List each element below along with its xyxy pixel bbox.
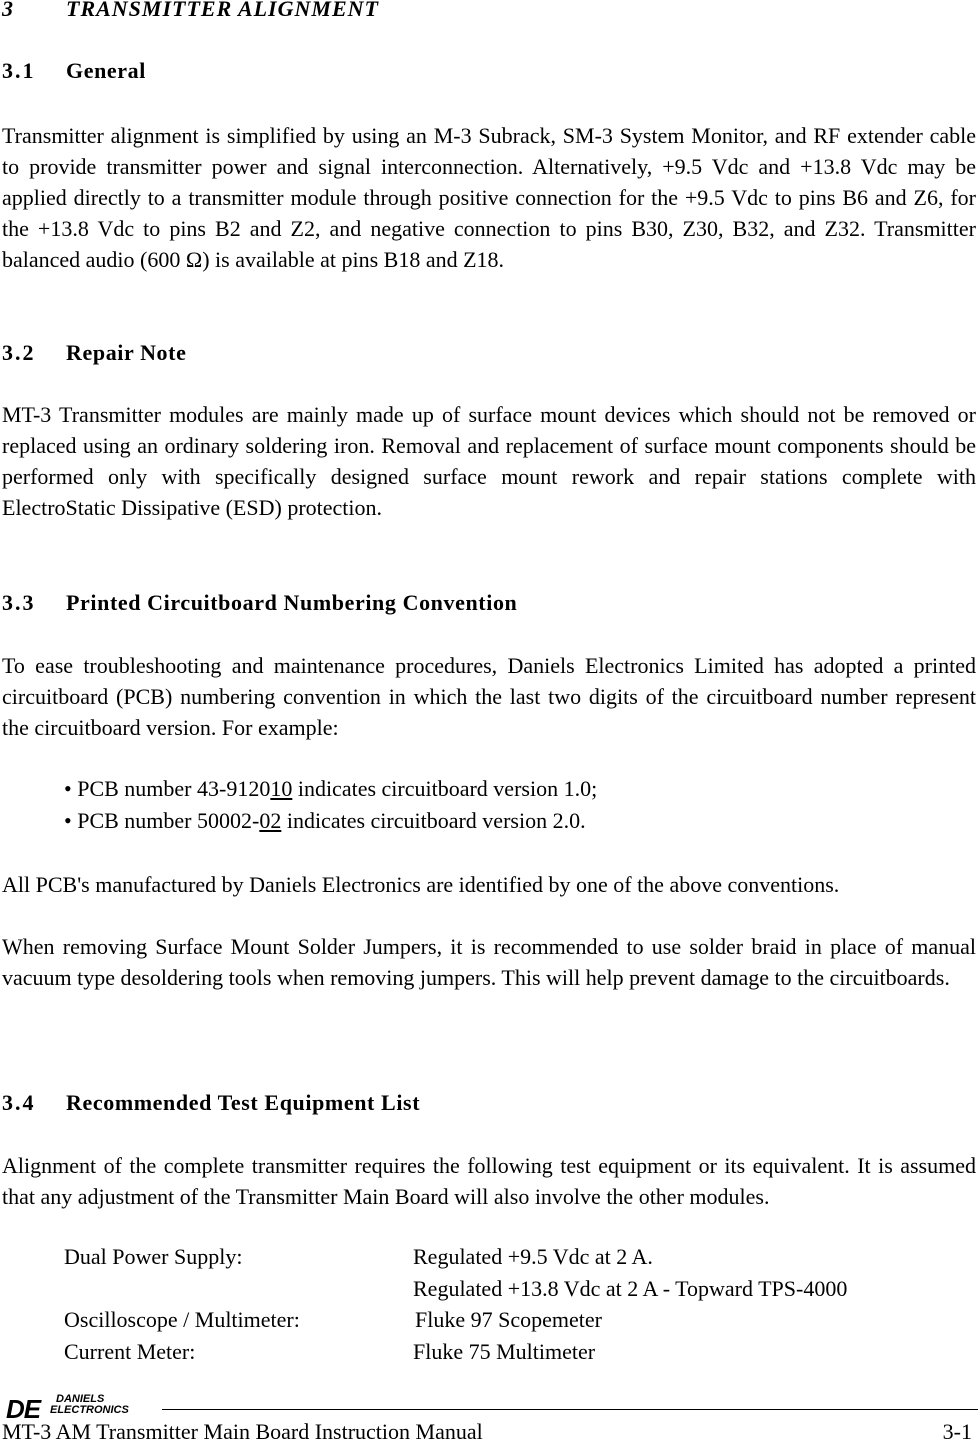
equipment-value: Fluke 75 Multimeter bbox=[413, 1339, 596, 1364]
example-text: • PCB number 43-9120 bbox=[64, 776, 271, 801]
section-heading-general bbox=[2, 58, 146, 84]
example-text: • PCB number 50002- bbox=[64, 808, 260, 833]
chapter-heading bbox=[2, 0, 379, 22]
footer-divider bbox=[162, 1409, 978, 1410]
equipment-value: Regulated +9.5 Vdc at 2 A. bbox=[413, 1244, 653, 1269]
equipment-label: Dual Power Supply: bbox=[64, 1244, 243, 1269]
equipment-label: Oscilloscope / Multimeter: bbox=[64, 1307, 300, 1332]
test-equipment-paragraph: Alignment of the complete transmitter requires the following test equipment or its equivalent. It is assumed that any adjustment of the Transmitter Main Board will also involve the other modules. bbox=[2, 1153, 976, 1209]
logo-mark: DE bbox=[6, 1394, 41, 1424]
section-title: Repair Note bbox=[66, 340, 187, 365]
section-number: 3.2 bbox=[2, 340, 36, 365]
section-number: 3.1 bbox=[2, 58, 36, 83]
chapter-number: 3 bbox=[2, 0, 14, 21]
section-heading-test-equipment bbox=[2, 1090, 420, 1116]
pcb-example-1 bbox=[64, 776, 597, 802]
example-text: indicates circuitboard version 1.0; bbox=[292, 776, 598, 801]
version-digits: 10 bbox=[270, 776, 293, 801]
logo-line2: ELECTRONICS bbox=[50, 1404, 129, 1416]
solder-jumpers-paragraph: When removing Surface Mount Solder Jumpers, it is recommended to use solder braid in place of manual vacuum type desoldering tools when removing jumpers. This will help prevent damage to the circuitboards. bbox=[2, 934, 976, 990]
section-title: Recommended Test Equipment List bbox=[66, 1090, 421, 1115]
page-number: 3-1 bbox=[942, 1419, 972, 1444]
section-number: 3.4 bbox=[2, 1090, 36, 1115]
pcb-numbering-paragraph: To ease troubleshooting and maintenance procedures, Daniels Electronics Limited has adopted a printed circuitboard (PCB) numbering convention in which the last two digits of the circuitboard number represent the circuitboard version. For example: bbox=[2, 653, 976, 740]
manual-title: MT-3 AM Transmitter Main Board Instruction Manual bbox=[2, 1419, 483, 1444]
pcb-conventions-paragraph: All PCB's manufactured by Daniels Electronics are identified by one of the above conventions. bbox=[2, 872, 840, 897]
section-heading-repair-note bbox=[2, 340, 186, 366]
example-text: indicates circuitboard version 2.0. bbox=[281, 808, 586, 833]
section-title: Printed Circuitboard Numbering Convention bbox=[66, 590, 518, 615]
repair-note-paragraph: MT-3 Transmitter modules are mainly made up of surface mount devices which should not be removed or replaced using an ordinary soldering iron. Removal and replacement of surface mount components should be performed only with specifically designed surface mount rework and repair stations complete with ElectroStatic Dissipative (ESD) protection. bbox=[2, 402, 976, 520]
chapter-title: TRANSMITTER ALIGNMENT bbox=[66, 0, 379, 21]
section-title: General bbox=[66, 58, 146, 83]
version-digits: 02 bbox=[259, 808, 282, 833]
logo-line1: DANIELS bbox=[56, 1393, 105, 1405]
section-heading-pcb-numbering bbox=[2, 590, 517, 616]
pcb-example-2 bbox=[64, 808, 586, 834]
equipment-label: Current Meter: bbox=[64, 1339, 196, 1364]
equipment-value: Fluke 97 Scopemeter bbox=[415, 1307, 602, 1332]
general-paragraph: Transmitter alignment is simplified by using an M-3 Subrack, SM-3 System Monitor, and RF extender cable to provide transmitter power and signal interconnection. Alternatively, +9.5 Vdc and +13.8 Vdc may be applied directly to a transmitter module through positive connection for the +9.5 Vdc to pins B6 and Z6, for the +13.8 Vdc to pins B2 and Z2, and negative connection to pins B30, Z30, B32, and Z32. Transmitter balanced audio (600 Ω) is available at pins B18 and Z18. bbox=[2, 123, 976, 272]
equipment-value: Regulated +13.8 Vdc at 2 A - Topward TPS-4000 bbox=[413, 1276, 848, 1301]
section-number: 3.3 bbox=[2, 590, 36, 615]
